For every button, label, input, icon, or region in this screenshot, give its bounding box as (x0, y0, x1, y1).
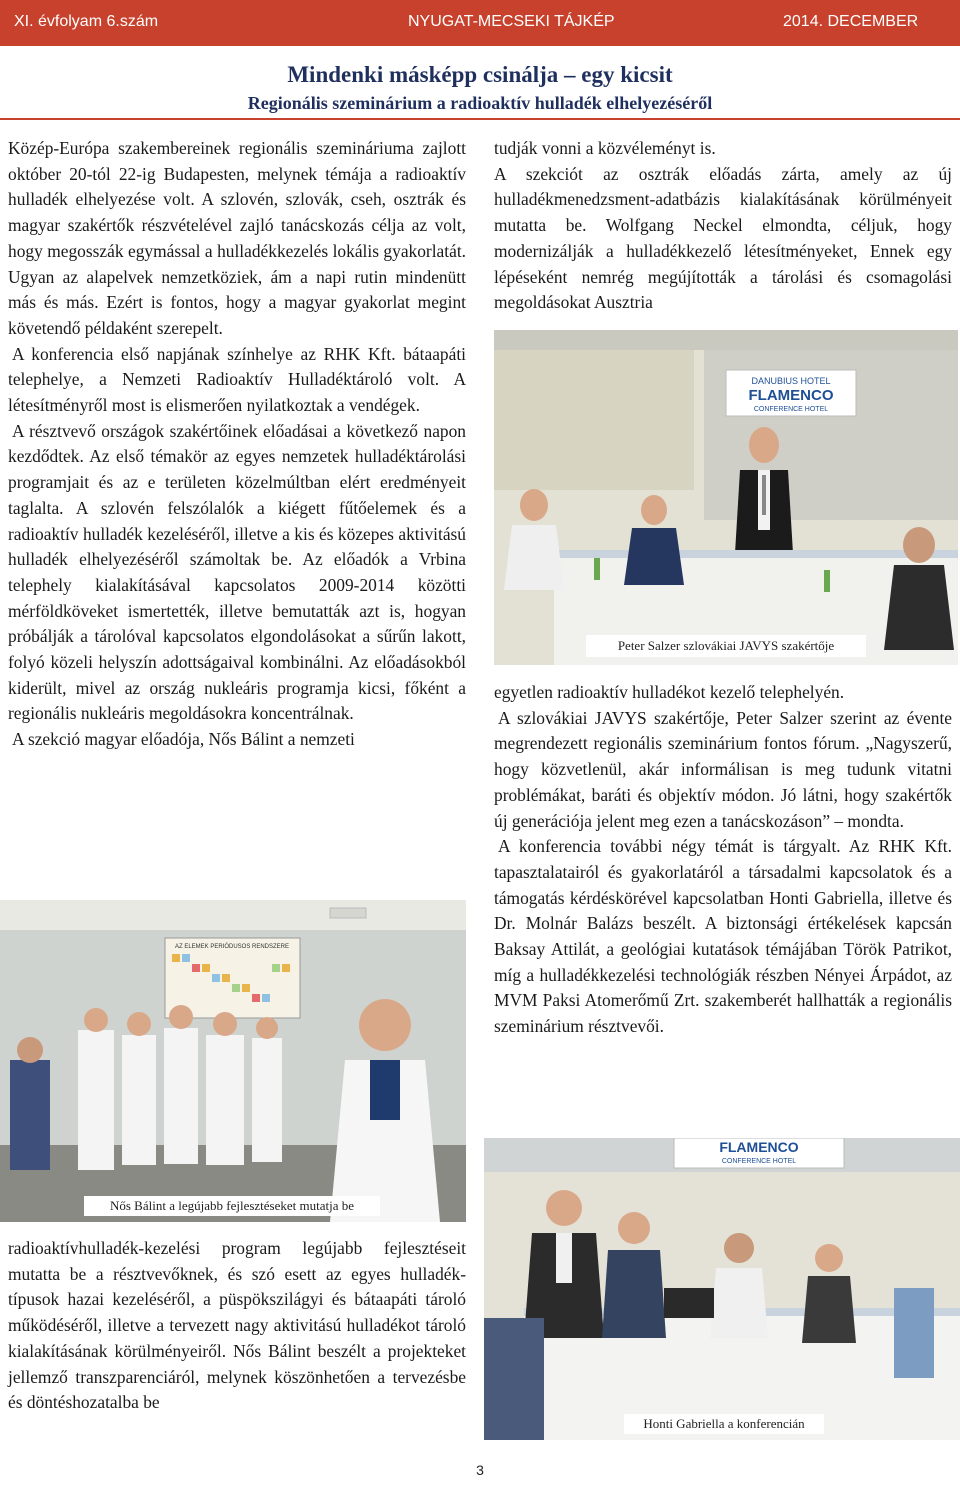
poster-text: AZ ELEMEK PERIÓDUSOS RENDSZERE (174, 944, 290, 950)
paragraph: A szekciót az osztrák előadás zárta, amely az új hulladékmenedzsment-adatbázis kialakításának körülményeit mutatta be. Wolfgang Neckel elmondta, céljuk, hogy modernizálják a hulladékkezelő létesítményeket, Ennek egy lépéseként nemrég megújították a tárolási és csomagolási megoldásokat Ausztria (494, 163, 952, 313)
body-column-left (8, 136, 466, 753)
paragraph: A résztvevő országok szakértőinek előadásai a következő napon kezdődtek. Az első témakör az egyes nemzetek hulladéktárolási programjait és az e területen közelmúltban elért eredményeit taglalta. A szlovén felszólalók a kiégett fűtőelemek és a radioaktív hulladék kezeléséről, illetve a kis és közepes aktivitású hulladék elhelyezéséről számoltak be. Az előadók a Vrbina telephely kialakításával kapcsolatos 2009-2014 közötti mérföldköveket ismertették, illetve bemutatták azt is, hogyan próbálják a tárolóval kapcsolatos elgondolásokat a sűrűn lakott, folyó közeli helyszín adottságaival kombinálni. Az előadásokból kiderült, mivel az ország nukleáris programja kicsi, főként a regionális nukleáris megoldásokra koncentrálnak. (8, 420, 466, 724)
article-subtitle: Regionális szeminárium a radioaktív hulladék elhelyezéséről (247, 93, 713, 113)
photo-caption: Peter Salzer szlovákiai JAVYS szakértője (586, 635, 866, 657)
body-column-right-middle (494, 680, 952, 1040)
issue-date: 2014. DECEMBER (783, 13, 919, 30)
paragraph: radioaktívhulladék-kezelési program legújabb fejlesztéseit mutatta be a résztvevőknek, és szó esett az egyes hulladék-típusok hazai kezeléséről, a püspökszilágyi és bátaapáti tároló működéséről, illetve a tervezett nagy aktivitású hulladékot tároló kialakításának körülményeiről. Nős Bálint beszélt a projekteket jellemző transzparenciáról, melynek köszönhetően a tervezésbe és döntéshozatalba be (8, 1238, 466, 1413)
photo-nos-balint-presenting (0, 900, 466, 1222)
sign-text: CONFERENCE HOTEL (753, 406, 829, 413)
paragraph: A konferencia első napjának színhelye az RHK Kft. bátaapáti telephelye, a Nemzeti Radioaktív Hulladéktároló volt. A létesítményről most is elismerően nyilatkoztak a vendégek. (8, 343, 466, 416)
body-column-right-top (494, 136, 952, 316)
sign-text: CONFERENCE HOTEL (721, 1158, 797, 1165)
paragraph: A szlovákiai JAVYS szakértője, Peter Salzer szerint az évente megrendezett regionális szeminárium fontos fórum. „Nagyszerű, hogy közvetlenül, akár informálisan is meg tudunk vitatni problémákat, baráti és objektív módon. Jó látni, hogy szakértők új generációja jelent meg ezen a tanácskozáson” – mondta. (494, 707, 952, 831)
paragraph: A szekció magyar előadója, Nős Bálint a nemzeti (12, 729, 355, 750)
publication-name: NYUGAT-MECSEKI TÁJKÉP (408, 13, 615, 30)
paragraph: A konferencia további négy témát is tárgyalt. Az RHK Kft. tapasztalatairól és gyakorlatáról a társadalmi kapcsolatok és a támogatás kérdéskörével kapcsolatban Honti Gabriella, illetve és Dr. Molnár Balázs beszélt. A biztonsági értékelések kapcsán Baksay Attilát, a geológiai kutatások témájában Török Patrikot, míg a hulladékkezelési technológiák részben Nényei Árpádot, az MVM Paksi Atomerőmű Zrt. szakemberét hallhatták a regionális szeminárium résztvevői. (494, 836, 952, 1037)
sign-text: FLAMENCO (719, 1139, 799, 1155)
body-column-left-bottom (8, 1236, 466, 1416)
title-divider (0, 118, 960, 120)
masthead-bar (0, 0, 960, 46)
photo-salzer-presenting (494, 330, 958, 665)
sign-text: FLAMENCO (748, 387, 834, 404)
sign-text: DANUBIUS HOTEL (751, 376, 831, 386)
article-title: Mindenki másképp csinálja – egy kicsit (287, 62, 673, 87)
paragraph: tudják vonni a közvéleményt is. (494, 138, 716, 158)
photo-honti-gabriella-conference (484, 1138, 960, 1440)
paragraph: egyetlen radioaktív hulladékot kezelő telephelyén. (494, 682, 845, 702)
photo-caption: Honti Gabriella a konferencián (624, 1414, 824, 1434)
photo-caption: Nős Bálint a legújabb fejlesztéseket mutatja be (84, 1196, 380, 1216)
paragraph: Közép-Európa szakembereinek regionális szemináriuma zajlott október 20-tól 22-ig Budapesten, melynek témája a radioaktív hulladék elhelyezése volt. A szlovén, szlovák, cseh, osztrák és magyar szakértők részvételével zajló tanácskozás célja az volt, hogy megosszák egymással a hulladékkezelés lokális gyakorlatát. Ugyan az alapelvek nemzetköziek, ám a napi rutin mindenütt más és más. Ezért is fontos, hogy a magyar gyakorlat megint követendő példaként szerepelt. (8, 138, 466, 338)
issue-number: XI. évfolyam 6.szám (14, 13, 159, 30)
page-number: 3 (476, 1462, 484, 1478)
